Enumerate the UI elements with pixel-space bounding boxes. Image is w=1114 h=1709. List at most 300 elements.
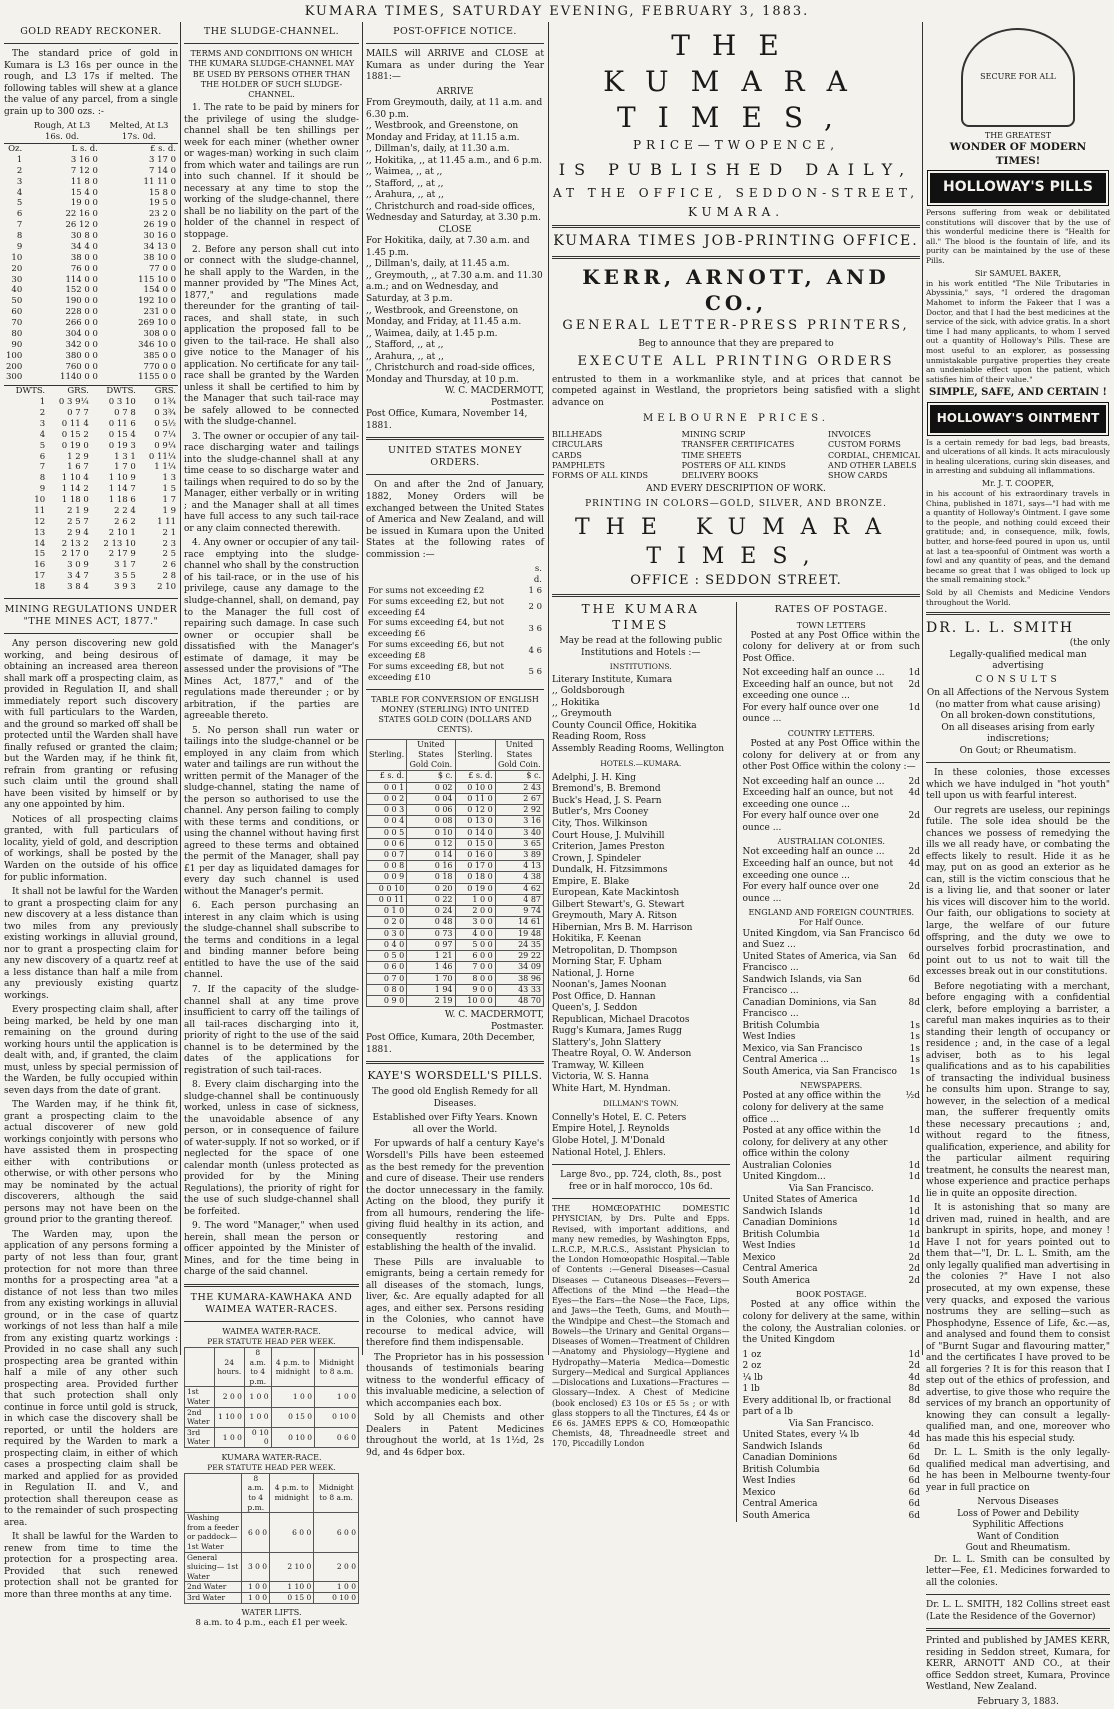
- dwt-row: [4, 539, 178, 550]
- hotel-item: Greymouth, Mary A. Ritson: [552, 911, 677, 922]
- conversion-row-cell: 0 14 0: [455, 827, 495, 838]
- oz-row-cell: 346 10 0: [138, 339, 176, 350]
- foreign-rate-value: 1s: [909, 1066, 920, 1077]
- dr-paragraph: In these colonies, those excesses which we have indulged in "hot youth" tell upon us with fearful interest.: [926, 768, 1110, 802]
- conversion-row-cell: 0 02: [407, 782, 455, 793]
- dwt-row: [4, 408, 178, 419]
- holloways-pills-banner: HOLLOWAY'S PILLS: [930, 173, 1106, 203]
- sf2-rate-value: 6d: [908, 1510, 920, 1521]
- sf-rate-value: 2d: [908, 1264, 920, 1275]
- hotel-item: Criterion, James Preston: [552, 842, 665, 853]
- foreign-rate: [743, 975, 921, 998]
- conversion-row-cell: 0 17 0: [455, 861, 495, 872]
- dwt-row-cell: 9: [39, 484, 46, 495]
- conversion-row-cell: 0 06: [407, 805, 455, 816]
- dwt-row-cell: 16: [34, 560, 46, 571]
- oz-row-cell: 1: [16, 154, 23, 165]
- oz-row: [4, 144, 178, 155]
- conversion-row-cell: 14 61: [495, 917, 543, 928]
- column-rule: [362, 22, 363, 1355]
- oz-table: [4, 121, 178, 383]
- conversion-row-cell: 0 04: [407, 793, 455, 804]
- water-lifts-text: 8 a.m. to 4 p.m., each £1 per week.: [195, 1617, 348, 1628]
- conversion-row: [367, 838, 544, 849]
- arrive-item: ,, Hokitika, ,, at 11.45 a.m., and 6 p.m.: [366, 155, 543, 166]
- dwt-row-cell: 1 3 1: [114, 451, 136, 462]
- conversion-row-cell: 24 35: [495, 939, 543, 950]
- conversion-row: [367, 939, 544, 950]
- book-postage-intro: Posted at any office within the colony for delivery at the same, within the colony, the Australian colonies. or the United Kingdom: [742, 1300, 920, 1346]
- post-office-intro: MAILS will ARRIVE and CLOSE at Kumara as under during the Year 1881:—: [366, 49, 544, 83]
- dwt-row-cell: 1 7 0: [114, 462, 136, 473]
- conversion-row: [367, 951, 544, 962]
- conversion-row: [367, 917, 544, 928]
- dr-paragraph: Before negotiating with a merchant, before engaging with a confidential clerk, before employing a barrister, a careful man makes inquiries as to their standing their length of occupancy or residence ; and, in the case of a legal adviser, both as to his legal qualifications and as to his capabilities of transacting the individual business he consults him upon. Strange to say, however, in the selection of a medical man, the sufferer frequently omits these necessary precautions ; and, without regard to the fitness, qualification, experience, and ability for the particular ailment requiring treatment, he consults the nearest man, whose experience and practice perhaps lie in quite an opposite direction.: [926, 981, 1110, 1199]
- cooper-name: Mr. J. T. COOPER,: [981, 478, 1055, 488]
- service-item: FORMS OF ALL KINDS: [552, 471, 648, 481]
- conversion-row-cell: 0 08: [407, 816, 455, 827]
- dwt-row-cell: 2 10 1: [108, 527, 136, 538]
- oz-row-cell: 115 10 0: [138, 274, 176, 285]
- dr-fee: Dr. L. L. Smith can be consulted by letter—Fee, £1. Medicines forwarded to all the colonies.: [926, 1554, 1110, 1588]
- conversion-row-cell: 0 0 1: [367, 782, 407, 793]
- town-rate: [743, 680, 921, 703]
- dwt-row-cell: 2 17 0: [61, 549, 89, 560]
- dwt-row-cell: 6: [39, 451, 46, 462]
- foreign-rate-value: 6d: [908, 974, 920, 985]
- dwt-row-cell: 5: [39, 440, 46, 451]
- general-printers: GENERAL LETTER-PRESS PRINTERS,: [562, 318, 910, 334]
- oz-row-cell: 19 0 0: [70, 198, 98, 209]
- money-orders-text: On and after the 2nd of January, 1882, Money Orders will be exchanged between the United States of America and New Zealand, and will be issued in Kumara upon the United States at the following rates of commission :—: [366, 480, 544, 560]
- book-postage-header: BOOK POSTAGE.: [795, 1290, 867, 1300]
- gold-reckoner-title: GOLD READY RECKONER.: [20, 26, 162, 37]
- dr-ailment: Syphilitic Affections: [972, 1520, 1064, 1531]
- conversion-row-cell: 0 0 8: [367, 861, 407, 872]
- column-rule: [922, 22, 923, 1355]
- close-item: ,, Westbrook, and Greenstone, on Monday, and Friday, at 11.45 a.m.: [366, 305, 522, 328]
- conversion-row: [367, 984, 544, 995]
- printing-colors: PRINTING IN COLORS—GOLD, SILVER, AND BRONZE.: [585, 498, 887, 509]
- dwt-row-cell: 4: [39, 429, 46, 440]
- sf-rate-label: West Indies: [742, 1241, 796, 1252]
- arrive-item: ,, Dillman's, daily, at 11.30 a.m.: [366, 144, 510, 155]
- book-rate-value: 4d: [908, 1372, 920, 1383]
- oz-row-cell: 10: [11, 252, 23, 263]
- water-lifts-title: WATER LIFTS.: [241, 1607, 302, 1617]
- sf2-rate-label: Sandwich Islands: [742, 1441, 823, 1452]
- foreign-rate-label: British Columbia: [742, 1020, 820, 1031]
- conversion-row-cell: 7 0 0: [455, 962, 495, 973]
- conversion-row-cell: 0 8 0: [367, 984, 407, 995]
- pills-text: Persons suffering from weak or debilitated constitutions will discover that by the use of this wonderful medicine there is "Health for all." The blood is the fountain of life, and its purity can be maintained by the use of these Pills.: [926, 208, 1110, 265]
- dr-consult-line: On all broken-down constitutions,: [940, 711, 1096, 722]
- dr-consult-line: On all Affections of the Nervous System (no matter from what cause arising): [926, 688, 1110, 710]
- conversion-row-cell: 0 15 0: [455, 838, 495, 849]
- dwt-row: [4, 560, 178, 571]
- oz-row: [4, 198, 178, 209]
- dwt-table: [4, 385, 178, 593]
- foreign-rate-value: 8d: [908, 997, 920, 1008]
- dwt-row-cell: 0 15 2: [61, 429, 89, 440]
- money-order-row-cell: 1 6: [528, 585, 542, 596]
- oz-row-cell: 266 0 0: [65, 318, 98, 328]
- close-label: CLOSE: [438, 224, 472, 235]
- foreign-rate-value: 1s: [909, 1043, 920, 1054]
- kumara-row-cell: 2nd Water: [185, 1582, 242, 1593]
- conversion-row-cell: 0 16: [407, 861, 455, 872]
- dwt-row-cell: 2 9 4: [67, 527, 89, 538]
- book-rate-label: 1 lb: [742, 1384, 760, 1395]
- institution-item: ,, Hokitika: [552, 697, 600, 708]
- entrusted-text: entrusted to them in a workmanlike style, and at prices that cannot be competed against in Westland, the proprietors being satisfied with a slight advance on: [552, 374, 920, 408]
- dwt-row: [4, 397, 178, 408]
- oz-row-cell: 190 0 0: [65, 296, 98, 307]
- sf2-rate-label: West Indies: [742, 1476, 796, 1487]
- arrive-item: ,, Waimea, ,, at ,,: [366, 167, 443, 178]
- institution-item: ,, Goldsborough: [552, 686, 625, 697]
- oz-row: [4, 307, 178, 318]
- close-item: ,, Christchurch and road-side offices, Monday and Thursday, at 10 p.m.: [366, 363, 535, 385]
- dr-paragraph: Dr. L. L. Smith is the only legally-qualified medical man advertising, and he has been in Melbourne twenty-four year in full practice on: [926, 1448, 1110, 1493]
- oz-row-cell: 100: [6, 350, 23, 361]
- waimea-row-cell: 2nd Water: [185, 1407, 215, 1427]
- australian-rate-label: For every half ounce over one ounce ...: [742, 882, 879, 904]
- dwt-row-cell: 10: [34, 495, 46, 505]
- waimea-row-cell: 1 0 0: [271, 1387, 314, 1407]
- oz-row-cell: 77 0 0: [148, 263, 176, 274]
- oz-row-cell: 3: [16, 176, 23, 187]
- institutions-header: INSTITUTIONS.: [609, 662, 672, 672]
- dwt-row-cell: 2 13 2: [61, 538, 89, 549]
- conversion-row-cell: 0 11 0: [455, 793, 495, 804]
- conversion-row-cell: 0 14: [407, 850, 455, 861]
- sludge-paragraph: 4. Any owner or occupier of any tail-race emptying into the sludge-channel who shall by the construction of his tail-race, or in the use of his privilege, cause any damage to the sludge-channel, shall, on demand, pay to the Manager the full cost of repairing such damage. In case such owner or occupier shall be dissatisfied with the Manager's estimate of damage, it may be assessed under the provisions of "The Mines Act, 1877," and of the regulations made thereunder ; or by arbitration, if the parties are agreeable thereto.: [184, 538, 359, 722]
- conversion-header: United States Gold Coin.: [495, 739, 543, 771]
- sludge-channel-title: THE SLUDGE-CHANNEL.: [203, 26, 340, 37]
- post-office-date: Post Office, Kumara, November 14, 1881.: [366, 409, 528, 431]
- close-item: ,, Dillman's, daily, at 11.45 a.m.: [366, 259, 510, 270]
- newspaper-rate-value: ½d: [905, 1091, 920, 1102]
- conversion-row-cell: 19 48: [495, 928, 543, 939]
- conversion-row-cell: 0 10 0: [455, 782, 495, 793]
- newspaper-rate: [743, 1172, 921, 1184]
- institution-item: Literary Institute, Kumara: [552, 674, 673, 685]
- newspaper-rate-label: Australian Colonies: [742, 1160, 832, 1171]
- hotel-item: Rugg's Kumara, James Rugg: [552, 1026, 683, 1037]
- book-rate: [743, 1361, 921, 1373]
- oz-row-cell: 8: [16, 231, 23, 241]
- dwt-row: [4, 441, 178, 452]
- hotel-item: Hibernian, Mrs B. M. Harrison: [552, 922, 693, 933]
- conversion-row-cell: 0 12: [407, 838, 455, 849]
- book-rate-label: ¼ lb: [742, 1372, 763, 1383]
- conversion-row-cell: $ c.: [407, 771, 455, 782]
- dillmans-header: DILLMAN'S TOWN.: [602, 1099, 679, 1109]
- mining-paragraph: The Warden may, if he think fit, grant a prospecting claim to the actual discoverer of new gold workings conjointly with persons who have assisted them in prospecting either with contributions or otherwise, or with other persons who may be nominated by the actual discoverers, although the said persons may not have been on the ground prior to the granting thereof.: [4, 1100, 178, 1226]
- oz-row-cell: 76 0 0: [70, 263, 98, 274]
- sf2-rate-value: 6d: [908, 1464, 920, 1475]
- read-at-sub: May be read at the following public Institutions and Hotels :—: [559, 636, 723, 658]
- waimea-row: [185, 1427, 359, 1447]
- dwt-row-cell: 1 10 9: [108, 473, 136, 484]
- conversion-row-cell: 1 0 0: [455, 894, 495, 905]
- homeo-large: Large 8vo., pp. 724, cloth, 8s., post free or in half morocco, 10s 6d.: [560, 1170, 722, 1192]
- oz-row-cell: 15 8 0: [148, 187, 176, 198]
- dr-paragraph: It is astonishing that so many are driven mad, ruined in health, and are bankrupt in spirits, hope, and money ! Have I not for years pointed out to them that—"I, Dr. L. L. Smith, am the only legally qualified man advertising in the colonies ?" Have I not also prosecuted, at my own expense, these very quacks, and exposed the various nostrums they are selling—such as Phosphodyne, Essence of Life, &c.—as, and analysed and found them to consist of "Burnt Sugar and flavouring matter," and the certificates I have proved to be all forgeries ? It is for this reason that I step out of the ethics of profession, and advertise, to give those who require the services of my branch an opportunity of knowing they can consult a legally-qualified man, and one, moreover who has made this his especial study.: [926, 1203, 1110, 1444]
- newspaper-rate-label: United Kingdom...: [742, 1172, 826, 1183]
- dr-smith-header: [926, 620, 1110, 638]
- dwt-row: [4, 582, 178, 593]
- dwt-row: [4, 495, 178, 506]
- hotel-item: Court House, J. Mulvihill: [552, 830, 665, 841]
- kaye-paragraph: For upwards of half a century Kaye's Worsdell's Pills have been esteemed as the best remedy for the prevention and cure of disease. Their use renders the doctor unnecessary in the family. Acting on the blood, they purify it from all humours, rendering the life-giving fluid healthy in its action, and consequently restoring and establishing the health of the invalid.: [366, 1139, 544, 1254]
- close-item: ,, Stafford, ,, at ,,: [366, 340, 444, 351]
- service-item: MINING SCRIP: [681, 430, 746, 440]
- conversion-row-cell: 0 12 0: [455, 805, 495, 816]
- dwt-row-cell: 1 14 7: [108, 484, 136, 495]
- institution-item: County Council Office, Hokitika: [552, 720, 697, 731]
- dwt-row-cell: 1 5: [162, 484, 176, 495]
- australian-rate-value: 2d: [908, 882, 920, 893]
- rough-header: Rough, At L3 16s. 0d.: [24, 121, 100, 143]
- sf2-header: Via San Francisco.: [788, 1418, 874, 1429]
- town-rate-label: For every half ounce over one ounce ...: [742, 702, 879, 725]
- sf-rate-label: Mexico: [742, 1252, 776, 1263]
- sf-rate: [743, 1230, 921, 1242]
- dwt-row: [4, 419, 178, 430]
- dwt-row-cell: 0 9¼: [154, 440, 176, 451]
- sludge-paragraph: 2. Before any person shall cut into or connect with the sludge-channel, he shall apply to the Warden, in the manner provided by "The Mines Act, 1877," and regulations made thereunder for the granting of tail-races, and shall state, in such application the proposed fall to be given to the tail-race. He shall also give notice to the Manager of his application. No certificate for any tail-race shall be granted by the Warden unless it shall be certified to him by the Manager that such tail-race may be safely allowed to be connected with the sludge-channel.: [184, 244, 359, 428]
- conversion-header: Sterling.: [455, 739, 495, 771]
- oz-row-cell: 3 16 0: [70, 154, 98, 165]
- foreign-rate: [743, 998, 921, 1021]
- oz-row-cell: 60: [11, 307, 23, 318]
- money-orders-table: [366, 564, 544, 684]
- kumara-header: 8 a.m. to 4 p.m.: [242, 1473, 270, 1512]
- cooper-text: in his account of his extraordinary travels in China, published in 1871, says—"I had with me a quantity of Holloway's Ointment. I gave some to the people, and nothing could exceed their gratitude; and, in consequence, milk, fowls, butter, and horse-feed poured in upon us, until at last a tea-spoonful of Ointment was worth a fowl and any quantity of peas, and the demand became so great that I was obliged to lock up the small remaining stock.": [926, 489, 1110, 585]
- foreign-rate-label: Mexico, via San Francisco: [742, 1043, 863, 1054]
- mining-regulations-title: MINING REGULATIONS UNDER "THE MINES ACT, 1877.": [4, 603, 178, 628]
- service-item: SHOW CARDS: [828, 471, 888, 481]
- water-races-title: THE KUMARA-KAWHAKA AND WAIMEA WATER-RACES.: [190, 1291, 353, 1316]
- waimea-row-cell: 1 10 0: [214, 1407, 244, 1427]
- country-rate: [743, 777, 921, 789]
- book-rate-label: 2 oz: [742, 1361, 762, 1372]
- conversion-row: [367, 996, 544, 1007]
- dwt-row-cell: 12: [34, 516, 46, 527]
- conversion-row-cell: 0 9 0: [367, 996, 407, 1007]
- oz-row-cell: 200: [6, 361, 23, 372]
- dwt-row-cell: GRS.: [67, 386, 89, 397]
- sf-rate-value: 1d: [908, 1218, 920, 1229]
- dwt-row-cell: 1 1¼: [154, 462, 176, 473]
- dwt-row-cell: 1 2 9: [67, 451, 89, 462]
- postage-rates-column: [736, 602, 921, 1522]
- conversion-row-cell: 3 65: [495, 838, 543, 849]
- kaye-paragraph: The Proprietor has in his possession thousands of testimonials bearing witness to the wonderful efficacy of this invaluable medicine, a selection of which accompanies each box.: [366, 1352, 544, 1409]
- paper-town: KUMARA.: [687, 204, 785, 219]
- conversion-row-cell: 2 43: [495, 782, 543, 793]
- foreign-rate-value: 1s: [909, 1032, 920, 1043]
- dwt-row: [4, 528, 178, 539]
- sf2-rate-label: British Columbia: [742, 1464, 820, 1475]
- oz-row: [4, 220, 178, 231]
- read-at-title: THE KUMARA TIMES: [581, 602, 700, 632]
- service-item: INVOICES: [828, 430, 872, 440]
- conversion-row-cell: 43 33: [495, 984, 543, 995]
- kumara-row-cell: General sluicing— 1st Water: [185, 1552, 242, 1582]
- oz-row-cell: 15 4 0: [70, 187, 98, 198]
- sludge-paragraph: 9. The word "Manager," when used herein, shall mean the person or officer appointed by the Minister of Mines, and for the time being in charge of the said channel.: [184, 1221, 359, 1278]
- foreign-rate-label: United States of America, via San Francisco ...: [742, 951, 897, 974]
- sf2-rate-label: Central America: [742, 1499, 818, 1510]
- conversion-row: [367, 928, 544, 939]
- waimea-row-cell: 1st Water: [185, 1387, 215, 1407]
- dwt-row-cell: 0 3¾: [154, 408, 176, 418]
- dwt-row-cell: 3 4 7: [67, 571, 89, 582]
- waimea-row-cell: 0 6 0: [315, 1427, 359, 1447]
- postmaster-sig-2: W. C. MACDERMOTT,: [444, 1010, 544, 1021]
- conversion-row-cell: 0 0 11: [367, 894, 407, 905]
- gold-reckoner-intro: The standard price of gold in Kumara is L3 16s per ounce in the rough, and L3 17s if melted. The following tables will shew at a glance the value of any parcel, from a single grain up to 300 ozs. :-: [4, 49, 178, 117]
- waimea-header: 8 a.m. to 4 p.m.: [244, 1348, 271, 1387]
- conversion-row-cell: 0 0 7: [367, 850, 407, 861]
- hotel-item: National, J. Horne: [552, 968, 635, 979]
- sf-rate-label: United States of America: [742, 1195, 858, 1206]
- sf-rate: [743, 1218, 921, 1230]
- money-orders-title: UNITED STATES MONEY ORDERS.: [388, 445, 522, 469]
- dwt-row-cell: 1 3: [162, 473, 176, 484]
- conversion-row-cell: 0 0 2: [367, 793, 407, 804]
- dwt-row-cell: 17: [34, 571, 46, 582]
- kerr-arnott-title: KERR, ARNOTT, AND CO.,: [582, 264, 890, 315]
- conversion-row-cell: 0 2 0: [367, 917, 407, 928]
- dr-smith-title: DR. L. L. SMITH: [926, 620, 1075, 637]
- foreign-rate-value: 1s: [909, 1055, 920, 1066]
- sf2-rate-label: South America: [742, 1510, 811, 1521]
- paper-office: AT THE OFFICE, SEDDON-STREET,: [552, 186, 920, 201]
- kumara-row-cell: 3rd Water: [185, 1592, 242, 1603]
- conversion-row: [367, 861, 544, 872]
- sf-rate: [743, 1264, 921, 1276]
- conversion-row-cell: 6 0 0: [455, 951, 495, 962]
- waimea-header: [185, 1348, 215, 1387]
- conversion-row-cell: 9 74: [495, 906, 543, 917]
- dillman-hotel-item: Globe Hotel, J. M'Donald: [552, 1135, 666, 1146]
- dwt-row-cell: 3 1 7: [114, 560, 136, 571]
- dwt-row-cell: 2 3: [162, 538, 176, 549]
- post-office-title: POST-OFFICE NOTICE.: [393, 26, 517, 37]
- money-order-row-cell: [366, 564, 525, 586]
- kumara-race-sub: PER STATUTE HEAD PER WEEK.: [207, 1463, 336, 1473]
- arrive-item: ,, Stafford, ,, at ,,: [366, 178, 444, 189]
- conversion-row-cell: 4 38: [495, 872, 543, 883]
- conversion-row-cell: 0 0 6: [367, 838, 407, 849]
- conversion-row-cell: 0 3 0: [367, 928, 407, 939]
- country-rate-label: Not exceeding half an ounce ...: [742, 776, 885, 787]
- oz-row: [4, 318, 178, 329]
- sf2-rate-value: 6d: [908, 1453, 920, 1464]
- conversion-row-cell: 3 16: [495, 816, 543, 827]
- kumara-row: [185, 1582, 359, 1593]
- dwt-row-cell: 1 18 0: [61, 495, 89, 505]
- conversion-row-cell: 0 73: [407, 928, 455, 939]
- oz-row-cell: 30 16 0: [143, 231, 176, 241]
- institution-item: Assembly Reading Rooms, Wellington: [552, 743, 725, 754]
- oz-row: [4, 231, 178, 242]
- dwt-row-cell: 3 0 9: [67, 560, 89, 571]
- conversion-row-cell: 0 16 0: [455, 850, 495, 861]
- dwt-row: [4, 473, 178, 484]
- dwt-row-cell: 15: [34, 549, 46, 560]
- australian-header: AUSTRALIAN COLONIES.: [777, 837, 885, 847]
- oz-row-cell: 228 0 0: [65, 307, 98, 318]
- oz-row-cell: 231 0 0: [143, 307, 176, 318]
- paper-title-2: THE KUMARA TIMES,: [575, 515, 897, 569]
- conversion-row: [367, 872, 544, 883]
- book-rate-value: 2d: [908, 1361, 920, 1372]
- sf-rate-label: South America: [742, 1275, 811, 1286]
- kumara-row-cell: Washing from a feeder or paddock— 1st Water: [185, 1513, 242, 1552]
- read-at-column: [552, 602, 730, 1522]
- institution-item: ,, Greymouth: [552, 709, 612, 720]
- conversion-row-cell: £ s. d.: [455, 771, 495, 782]
- service-item: DELIVERY BOOKS: [681, 471, 759, 481]
- conversion-row-cell: 1 46: [407, 962, 455, 973]
- service-item: POSTERS OF ALL KINDS: [681, 460, 786, 470]
- kumara-row-cell: 1 0 0: [242, 1582, 270, 1593]
- conversion-row: [367, 973, 544, 984]
- paper-office-2: OFFICE : SEDDON STREET.: [630, 572, 842, 588]
- money-order-row-cell: 5 6: [528, 667, 542, 678]
- sf-header: Via San Francisco.: [788, 1183, 874, 1194]
- oz-row: [4, 285, 178, 296]
- waimea-header: 4 p.m. to midnight: [271, 1348, 314, 1387]
- service-item: PAMPHLETS: [552, 460, 605, 470]
- conversion-row: [367, 782, 544, 793]
- hotel-item: Morning Star, F. Upham: [552, 957, 662, 968]
- service-item: BILLHEADS: [552, 430, 603, 440]
- kumara-header: 4 p.m. to midnight: [270, 1473, 314, 1512]
- dr-consult-line: On Gout; or Rheumatism.: [959, 745, 1077, 756]
- town-rate-value: 1d: [908, 668, 920, 679]
- kumara-row-cell: 1 10 0: [270, 1582, 314, 1593]
- dwt-row-cell: 0 15 4: [108, 429, 136, 440]
- oz-row-cell: 70: [11, 318, 23, 328]
- waimea-row-cell: 1 0 0: [315, 1387, 359, 1407]
- book-rate-value: 1d: [908, 1349, 920, 1360]
- sf2-rate: [743, 1476, 921, 1488]
- kumara-row: [185, 1513, 359, 1552]
- oz-row: [4, 253, 178, 264]
- conversion-row-cell: 2 67: [495, 793, 543, 804]
- conversion-row-cell: 1 70: [407, 973, 455, 984]
- country-rate: [743, 811, 921, 834]
- conversion-row-cell: 1 94: [407, 984, 455, 995]
- conversion-row-cell: 0 24: [407, 906, 455, 917]
- homeo-text: THE HOMŒOPATHIC DOMESTIC PHYSICIAN, by Drs. Pulte and Epps. Revised, with important additions, and many new remedies, by Washington Epps, L.R.C.P., M.R.C.S., Assistant Physician to the London Homœopathic Hospital.—Table of Contents :—General Diseases—Casual Diseases — Cutaneous Diseases—Fevers—Affections of the Mind —the Head—the Eyes—the Ears—the Nose—the Face, Lips, and Jaws—the Teeth, Gums, and Mouth—the Windpipe and Chest—the Stomach and Bowels—the Urinary and Genital Organs—Diseases of Women—Treatment of Children—Anatomy and Physiology—Hygiene and Hydropathy—Materia Medica—Domestic Surgery—Medical and Surgical Appliances —Dislocations and Luxations—Fractures —Glossary—Index. A Chest of Medicine (book enclosed) £3 10s or £5 5s ; or with glass stoppers to all the Tinctures, £4 4s or £6 6s. JAMES EPPS & CO, Homœopathic Chemists, 48, Threadneedle street and 170, Piccadilly London: [552, 1204, 730, 1449]
- dwt-row-cell: 2 17 9: [108, 549, 136, 560]
- close-item: For Hokitika, daily, at 7.30 a.m. and 1.45 p.m.: [366, 236, 530, 258]
- england-header: ENGLAND AND FOREIGN COUNTRIES. For Half Ounce.: [748, 908, 915, 928]
- foreign-rate: [743, 1032, 921, 1044]
- kumara-race-table: [184, 1473, 359, 1604]
- column-gold-reckoner: [4, 24, 178, 1600]
- dwt-row-cell: 0 3 10: [108, 397, 136, 408]
- sludge-terms: TERMS AND CONDITIONS ON WHICH THE KUMARA SLUDGE-CHANNEL MAY BE USED BY PERSONS OTHER THAN THE HOLDER OF SUCH SLUDGE-CHANNEL.: [188, 49, 355, 100]
- dwt-row-cell: 2: [39, 408, 46, 418]
